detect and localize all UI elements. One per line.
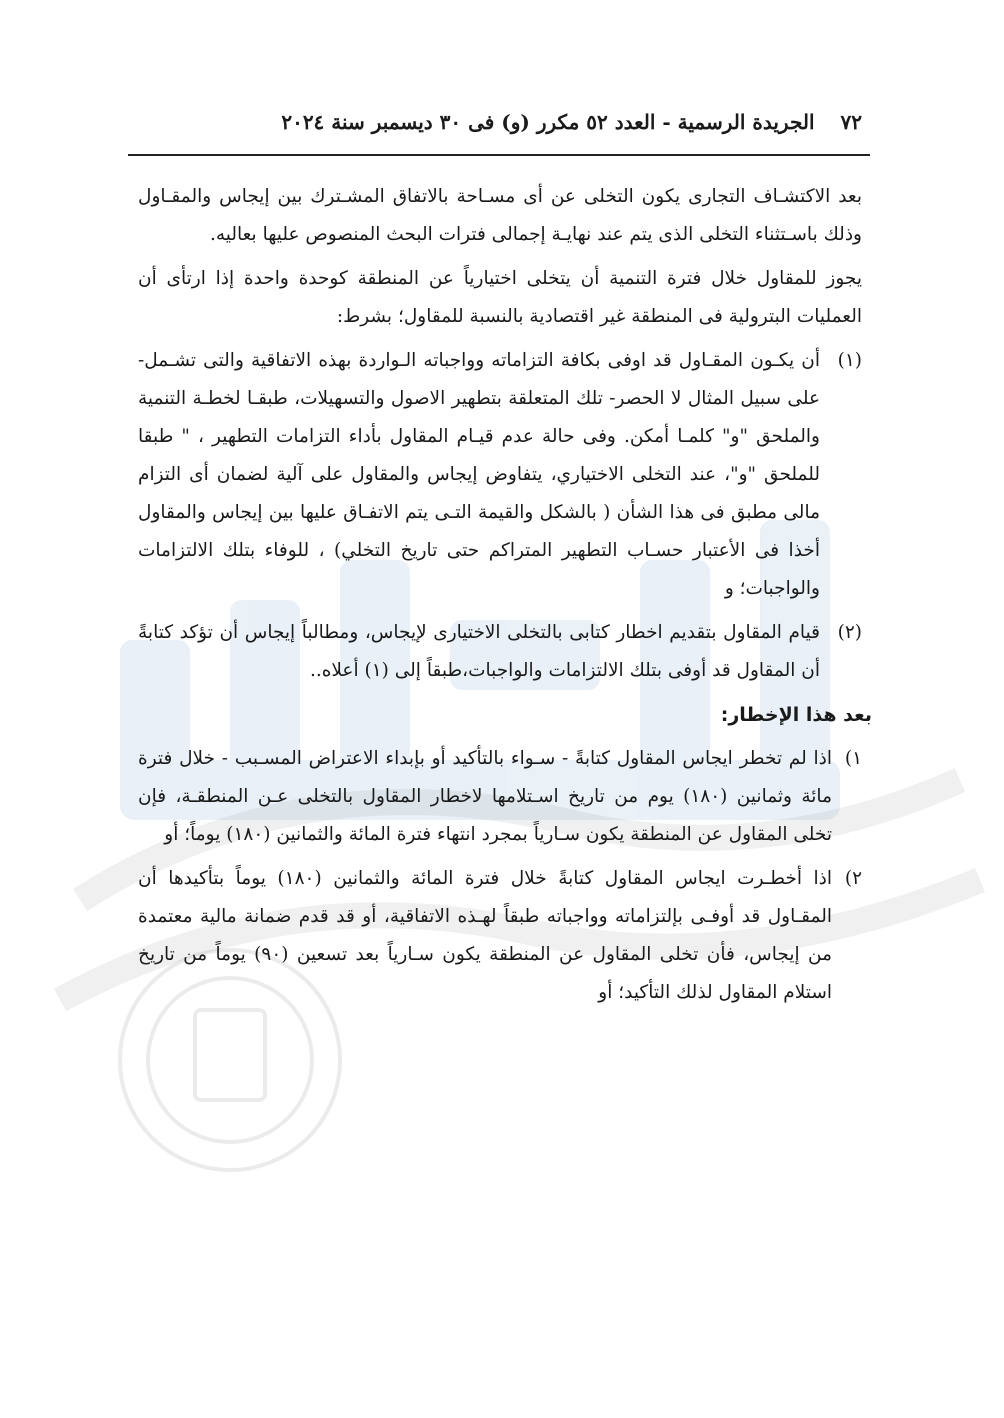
outcome-item xyxy=(138,860,862,1012)
item-text: أن يكـون المقـاول قد اوفى بكافة التزاماته وواجباته الـواردة بهذه الاتفاقية والتى تشـمل- على سبيل المثال لا الحصر- تلك المتعلقة بتطهير الاصول والتسهيلات، طبقـا لخطـة التنمية والملحق "و" كلمـا أمكن. وفى حالة عدم قيـام المقاول بأداء التزامات التطهير ، " طبقا للملحق "و"، عند التخلى الاختياري، يتفاوض إيجاس والمقاول على آلية لضمان أى التزام مالى مطبق فى هذا الشأن ( بالشكل والقيمة التـى يتم الاتفـاق عليها بين إيجاس والمقاول أخذا فى الأعتبار حسـاب التطهير المتراكم حتى تاريخ التخلي) ، للوفاء بتلك الالتزامات والواجبات؛ و xyxy=(138,350,820,599)
gazette-page xyxy=(128,110,870,1018)
item-marker: ١) xyxy=(844,748,862,769)
page-number: ٧٢ xyxy=(840,110,862,134)
item-marker: (٢) xyxy=(837,622,862,643)
section-heading: بعد هذا الإخطار: xyxy=(720,704,872,726)
item-marker: (١) xyxy=(837,350,862,371)
condition-item xyxy=(138,614,862,690)
item-marker: ٢) xyxy=(844,868,862,889)
item-text: اذا لم تخطر ايجاس المقاول كتابةً - سـواء بالتأكيد أو بإبداء الاعتراض المسـبب - خلال فترة مائة وثمانين (١٨٠) يوم من تاريخ اسـتلامها لاخطار المقاول بالتخلى عـن المنطقـة، فإن تخلى المقاول عن المنطقة يكون سـارياً بمجرد انتهاء فترة المائة والثمانين (١٨٠) يوماً؛ أو xyxy=(138,748,832,845)
outcome-item xyxy=(138,740,862,854)
paragraph: يجوز للمقاول خلال فترة التنمية أن يتخلى اختيارياً عن المنطقة كوحدة واحدة إذا ارتأى أن العمليات البترولية فى المنطقة غير اقتصادية بالنسبة للمقاول؛ بشرط: xyxy=(138,268,862,327)
page-body xyxy=(128,178,870,1012)
paragraph: بعد الاكتشـاف التجارى يكون التخلى عن أى مسـاحة بالاتفاق المشـترك بين إيجاس والمقـاول وذلك باسـتثناء التخلى الذى يتم عند نهايـة إجمالى فترات البحث المنصوص عليها بعاليه. xyxy=(138,186,862,245)
gazette-title: الجريدة الرسمية - العدد ٥٢ مكرر (و) فى ٣٠ ديسمبر سنة ٢٠٢٤ xyxy=(281,110,815,134)
page-header xyxy=(128,110,870,156)
condition-item xyxy=(138,342,862,608)
item-text: اذا أخطـرت ايجاس المقاول كتابةً خلال فترة المائة والثمانين (١٨٠) يوماً بتأكيدها أن المقـاول قد أوفـى بإلتزاماته وواجباته طبقاً لهـذه الاتفاقية، أو قد قدم ضمانة مالية معتمدة من إيجاس، فأن تخلى المقاول عن المنطقة يكون سـارياً بعد تسعين (٩٠) يوماً من تاريخ استلام المقاول لذلك التأكيد؛ أو xyxy=(138,868,833,1003)
item-text: قيام المقاول بتقديم اخطار كتابى بالتخلى الاختيارى لإيجاس، ومطالباً إيجاس أن تؤكد كتابةً أن المقاول قد أوفى بتلك الالتزامات والواجبات،طبقاً إلى (١) أعلاه.. xyxy=(138,622,820,681)
